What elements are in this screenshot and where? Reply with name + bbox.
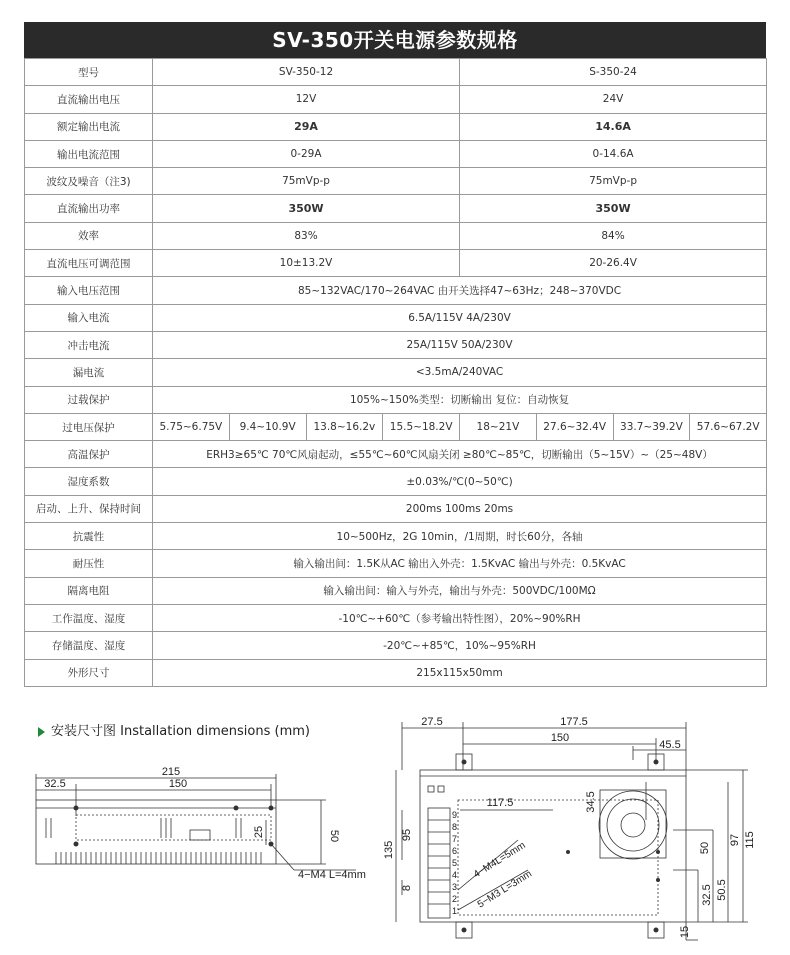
terminal-label: 5 <box>452 858 458 868</box>
dim-97: 97 <box>729 833 741 847</box>
dim-50-5: 50.5 <box>716 879 728 901</box>
dim-95: 95 <box>401 828 413 842</box>
table-row <box>25 277 767 304</box>
dim-32-5-front: 32.5 <box>701 884 713 906</box>
table-row <box>25 113 767 140</box>
cell-ov: 27.6~32.4V <box>536 413 613 440</box>
page-title: SV-350开关电源参数规格 <box>24 22 766 58</box>
cell-value: <3.5mA/240VAC <box>153 359 767 386</box>
row-label: 型号 <box>25 59 153 86</box>
side-view-drawing <box>26 760 396 890</box>
row-label: 波纹及噪音（注3) <box>25 168 153 195</box>
table-row <box>25 659 767 686</box>
row-label: 耐压性 <box>25 550 153 577</box>
dim-50-front: 50 <box>699 841 711 855</box>
dim-32-5: 32.5 <box>44 778 66 790</box>
table-row <box>25 413 767 440</box>
row-label: 效率 <box>25 222 153 249</box>
table-row <box>25 168 767 195</box>
dim-34-5: 34.5 <box>585 791 597 813</box>
terminal-label: 3 <box>452 882 458 892</box>
dim-50: 50 <box>328 829 340 843</box>
dim-25: 25 <box>253 825 265 839</box>
screw-note-m4: 4−M4L=5mm <box>471 839 528 881</box>
cell-value: ±0.03%/℃(0~50℃) <box>153 468 767 495</box>
table-row <box>25 304 767 331</box>
cell-ov: 13.8~16.2v <box>306 413 383 440</box>
cell-ov: 18~21V <box>460 413 537 440</box>
table-row <box>25 632 767 659</box>
screw-note: 4−M4 L=4mm <box>298 869 366 881</box>
cell-value: 85~132VAC/170~264VAC 由开关选择47~63Hz；248~370VDC <box>153 277 767 304</box>
table-row <box>25 59 767 86</box>
cell-eff-b: 84% <box>460 222 767 249</box>
cell-ov: 5.75~6.75V <box>153 413 230 440</box>
table-row <box>25 140 767 167</box>
row-label: 过电压保护 <box>25 413 153 440</box>
cell-value: ERH3≥65℃ 70℃风扇起动，≤55℃~60℃风扇关闭 ≥80℃~85℃，切断输出（5~15V）~（25~48V） <box>153 441 767 468</box>
cell-ov: 9.4~10.9V <box>229 413 306 440</box>
cell-current-a: 29A <box>153 113 460 140</box>
cell-model-b: S-350-24 <box>460 59 767 86</box>
table-row <box>25 86 767 113</box>
row-label: 直流电压可调范围 <box>25 250 153 277</box>
row-label: 漏电流 <box>25 359 153 386</box>
dim-150-front: 150 <box>550 732 570 744</box>
dimensions-heading <box>38 720 310 739</box>
row-label: 过载保护 <box>25 386 153 413</box>
dim-115: 115 <box>744 831 756 849</box>
cell-ripple-b: 75mVp-p <box>460 168 767 195</box>
terminal-label: 2 <box>452 894 458 904</box>
cell-voltage-a: 12V <box>153 86 460 113</box>
row-label: 存储温度、湿度 <box>25 632 153 659</box>
dim-8: 8 <box>401 884 413 892</box>
cell-ov: 57.6~67.2V <box>690 413 767 440</box>
row-label: 工作温度、湿度 <box>25 604 153 631</box>
front-view-drawing <box>383 710 768 952</box>
dim-150: 150 <box>168 778 188 790</box>
dim-215: 215 <box>161 766 181 778</box>
row-label: 隔离电阻 <box>25 577 153 604</box>
row-label: 输入电压范围 <box>25 277 153 304</box>
cell-current-b: 14.6A <box>460 113 767 140</box>
table-row <box>25 495 767 522</box>
table-row <box>25 604 767 631</box>
cell-value: 输入输出间：1.5K从AC 输出入外壳：1.5KvAC 输出与外壳：0.5KvAC <box>153 550 767 577</box>
cell-value: 215x115x50mm <box>153 659 767 686</box>
table-row <box>25 523 767 550</box>
cell-ov: 33.7~39.2V <box>613 413 690 440</box>
table-row <box>25 441 767 468</box>
screw-note-m3: 5−M3 L=3mm <box>475 868 534 911</box>
row-label: 高温保护 <box>25 441 153 468</box>
dim-27-5: 27.5 <box>421 716 443 728</box>
cell-model-a: SV-350-12 <box>153 59 460 86</box>
cell-value: -20℃~+85℃，10%~95%RH <box>153 632 767 659</box>
dim-117-5: 117.5 <box>486 797 514 809</box>
cell-value: 输入输出间：输入与外壳，输出与外壳：500VDC/100MΩ <box>153 577 767 604</box>
cell-value: 25A/115V 50A/230V <box>153 331 767 358</box>
row-label: 直流输出功率 <box>25 195 153 222</box>
cell-range-a: 0-29A <box>153 140 460 167</box>
triangle-bullet-icon <box>38 727 45 737</box>
table-row <box>25 577 767 604</box>
dim-135: 135 <box>383 840 395 860</box>
cell-value: 105%~150%类型：切断输出 复位：自动恢复 <box>153 386 767 413</box>
cell-range-b: 0-14.6A <box>460 140 767 167</box>
dimensions-heading-text: 安装尺寸图 Installation dimensions (mm) <box>51 724 310 739</box>
cell-voltage-b: 24V <box>460 86 767 113</box>
table-row <box>25 359 767 386</box>
cell-ov: 15.5~18.2V <box>383 413 460 440</box>
row-label: 直流输出电压 <box>25 86 153 113</box>
terminal-label: 4 <box>452 870 458 880</box>
dim-15: 15 <box>679 925 691 939</box>
table-row <box>25 386 767 413</box>
cell-adj-a: 10±13.2V <box>153 250 460 277</box>
cell-ripple-a: 75mVp-p <box>153 168 460 195</box>
dim-177-5: 177.5 <box>560 716 588 728</box>
cell-value: 6.5A/115V 4A/230V <box>153 304 767 331</box>
terminal-label: 1 <box>452 906 458 916</box>
terminal-label: 6 <box>452 846 458 856</box>
terminal-label: 8 <box>452 822 458 832</box>
terminal-label: 7 <box>452 834 458 844</box>
row-label: 额定输出电流 <box>25 113 153 140</box>
cell-power-b: 350W <box>460 195 767 222</box>
table-row <box>25 331 767 358</box>
row-label: 输入电流 <box>25 304 153 331</box>
row-label: 湿度系数 <box>25 468 153 495</box>
row-label: 输出电流范围 <box>25 140 153 167</box>
dim-45-5: 45.5 <box>659 739 681 751</box>
cell-value: 10~500Hz，2G 10min，/1周期，时长60分，各轴 <box>153 523 767 550</box>
cell-value: -10℃~+60℃（参考输出特性图），20%~90%RH <box>153 604 767 631</box>
cell-power-a: 350W <box>153 195 460 222</box>
cell-eff-a: 83% <box>153 222 460 249</box>
table-row <box>25 468 767 495</box>
row-label: 抗震性 <box>25 523 153 550</box>
spec-table <box>24 58 767 687</box>
row-label: 外形尺寸 <box>25 659 153 686</box>
cell-adj-b: 20-26.4V <box>460 250 767 277</box>
table-row <box>25 195 767 222</box>
table-row <box>25 550 767 577</box>
table-row <box>25 222 767 249</box>
cell-value: 200ms 100ms 20ms <box>153 495 767 522</box>
terminal-label: 9 <box>452 810 458 820</box>
row-label: 启动、上升、保持时间 <box>25 495 153 522</box>
row-label: 冲击电流 <box>25 331 153 358</box>
table-row <box>25 250 767 277</box>
